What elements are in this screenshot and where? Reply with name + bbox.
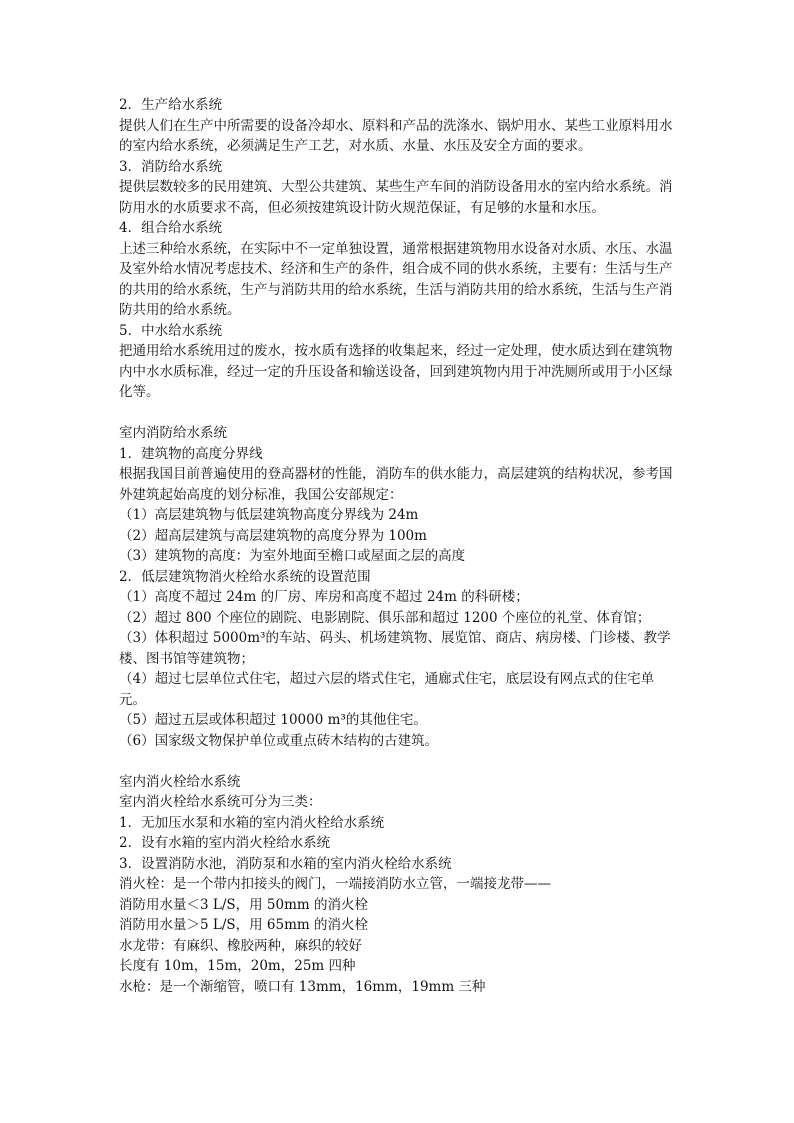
heading-height-boundary: 1．建筑物的高度分界线 xyxy=(119,445,263,462)
heading-fire-water: 3．消防给水系统 xyxy=(119,158,223,175)
heading-production-water: 2．生产给水系统 xyxy=(119,97,223,113)
paragraph-production-water: 提供人们在生产中所需要的设备冷却水、原料和产品的洗涤水、锅炉用水、某些工业原料用水的室内给水系统，必须满足生产工艺，对水质、水量、水压及安全方面的要求。 xyxy=(119,117,673,154)
paragraph-fire-water: 提供层数较多的民用建筑、大型公共建筑、某些生产车间的消防设备用水的室内给水系统。消防用水的水质要求不高，但必须按建筑设计防火规范保证，有足够的水量和水压。 xyxy=(119,179,673,216)
list-item: （6）国家级文物保护单位或重点砖木结构的古建筑。 xyxy=(119,732,439,749)
spacer xyxy=(119,403,679,424)
list-item: 3．设置消防水池，消防泵和水箱的室内消火栓给水系统 xyxy=(119,855,452,872)
section-title: 室内消火栓给水系统 xyxy=(119,773,241,790)
list-item: （4）超过七层单位式住宅，超过六层的塔式住宅，通廊式住宅，底层设有网点式的住宅单元。 xyxy=(119,671,655,708)
section-indoor-fire-water xyxy=(119,423,679,751)
paragraph-flow-large: 消防用水量＞5 L/S，用 65mm 的消火栓 xyxy=(119,917,369,933)
paragraph-reclaimed-water: 把通用给水系统用过的废水，按水质有选择的收集起来，经过一定处理，使水质达到在建筑物内中水水质标准，经过一定的升压设备和输送设备，回到建筑物内用于冲洗厕所或用于小区绿化等。 xyxy=(119,343,673,400)
list-item: （2）超高层建筑与高层建筑物的高度分界为 100m xyxy=(119,527,427,544)
paragraph-flow-small: 消防用水量＜3 L/S，用 50mm 的消火栓 xyxy=(119,896,369,913)
section-title: 室内消防给水系统 xyxy=(119,425,227,441)
section-water-systems xyxy=(119,95,679,403)
paragraph-nozzle: 水枪：是一个渐缩管，喷口有 13mm，16mm，19mm 三种 xyxy=(119,978,486,995)
paragraph-intro: 室内消火栓给水系统可分为三类： xyxy=(119,794,322,810)
paragraph-combined-water: 上述三种给水系统，在实际中不一定单独设置，通常根据建筑物用水设备对水质、水压、水温及室外给水情况考虑技术、经济和生产的条件，组合成不同的供水系统，主要有：生活与生产的共用的给水系统，生产与消防共用的给水系统，生活与消防共用的给水系统，生活与生产消防共用的给水系统。 xyxy=(119,240,673,318)
list-item: （1）高层建筑物与低层建筑物高度分界线为 24m xyxy=(119,507,419,523)
heading-reclaimed-water: 5．中水给水系统 xyxy=(119,322,223,339)
paragraph-hydrant-def: 消火栓：是一个带内扣接头的阀门，一端接消防水立管，一端接龙带—— xyxy=(119,876,551,892)
paragraph-height-boundary: 根据我国目前普遍使用的登高器材的性能，消防车的供水能力，高层建筑的结构状况，参考国外建筑起始高度的划分标准，我国公安部规定： xyxy=(119,466,673,503)
list-item: （3）建筑物的高度：为室外地面至檐口或屋面之层的高度 xyxy=(119,548,466,564)
list-item: （1）高度不超过 24m 的厂房、库房和高度不超过 24m 的科研楼； xyxy=(119,589,529,605)
document-body xyxy=(119,95,679,997)
list-item: （3）体积超过 5000m³的车站、码头、机场建筑物、展览馆、商店、病房楼、门诊楼、教学楼、图书馆等建筑物； xyxy=(119,630,671,667)
list-item: （5）超过五层或体积超过 10000 m³的其他住宅。 xyxy=(119,712,427,728)
heading-combined-water: 4．组合给水系统 xyxy=(119,220,223,236)
section-hydrant-system xyxy=(119,772,679,998)
paragraph-hose-length: 长度有 10m，15m，20m，25m 四种 xyxy=(119,958,356,974)
paragraph-hose: 水龙带：有麻织、橡胶两种，麻织的较好 xyxy=(119,937,362,954)
list-item: （2）超过 800 个座位的剧院、电影剧院、俱乐部和超过 1200 个座位的礼堂、体育馆； xyxy=(119,609,651,626)
list-item: 2．设有水箱的室内消火栓给水系统 xyxy=(119,835,331,851)
heading-hydrant-scope: 2．低层建筑物消火栓给水系统的设置范围 xyxy=(119,568,371,585)
spacer xyxy=(119,751,679,772)
list-item: 1．无加压水泵和水箱的室内消火栓给水系统 xyxy=(119,814,385,831)
